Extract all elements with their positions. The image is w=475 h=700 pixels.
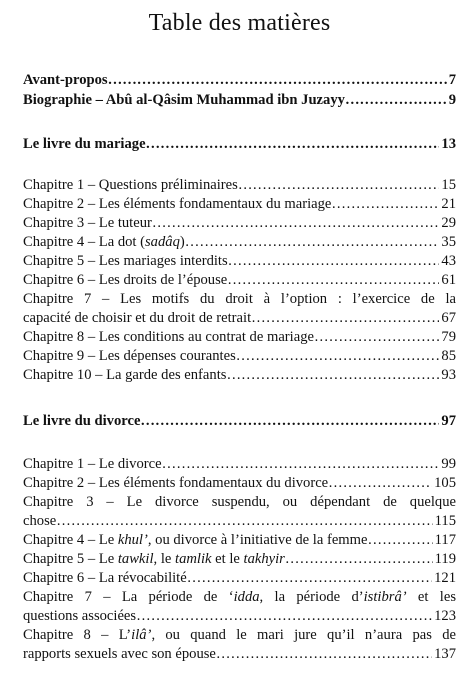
toc-entry-mariage-ch8[interactable] <box>23 327 456 347</box>
toc-entry-label: questions associées <box>23 608 137 624</box>
dot-leader <box>228 251 440 271</box>
dot-leader <box>328 473 432 493</box>
dot-leader <box>236 346 440 366</box>
toc-entry-divorce-ch4[interactable] <box>23 530 456 550</box>
toc-entry-divorce-ch8[interactable] <box>23 644 456 664</box>
arabic-term: takhyir <box>243 551 285 567</box>
toc-section-mariage[interactable] <box>23 134 456 154</box>
dot-leader <box>367 530 432 550</box>
toc-page-number: 121 <box>434 570 456 586</box>
dot-leader <box>140 411 439 431</box>
toc-page-number: 119 <box>434 551 456 567</box>
toc-page-number: 105 <box>434 475 456 491</box>
toc-entry-divorce-ch3[interactable] <box>23 511 456 531</box>
arabic-term: tamlik <box>175 551 212 567</box>
dot-leader <box>238 175 440 195</box>
toc-entry-mariage-ch6[interactable] <box>23 270 456 290</box>
toc-entry-label: Chapitre 3 – Le tuteur <box>23 215 152 231</box>
arabic-term: istibrâ’ <box>363 589 407 605</box>
dot-leader <box>108 70 447 90</box>
arabic-term: ilâ’ <box>131 627 152 643</box>
toc-entry-label: Chapitre 2 – Les éléments fondamentaux du divorce <box>23 475 329 491</box>
toc-page-number: 21 <box>441 196 456 212</box>
toc-page-number: 115 <box>434 513 456 529</box>
dot-leader <box>56 511 432 531</box>
toc-entry-mariage-ch2[interactable] <box>23 194 456 214</box>
toc-page-number: 35 <box>441 234 456 250</box>
dot-leader <box>146 134 440 154</box>
dot-leader <box>226 365 439 385</box>
toc-entry-label: Chapitre 4 – Le khul’, ou divorce à l’initiative de la femme <box>23 532 368 548</box>
toc-entry-mariage-ch3[interactable] <box>23 213 456 233</box>
toc-page-number: 123 <box>434 608 456 624</box>
toc-entry-mariage-ch9[interactable] <box>23 346 456 366</box>
dot-leader <box>251 308 439 328</box>
dot-leader <box>345 90 447 110</box>
toc-page-number: 61 <box>441 272 456 288</box>
toc-page-number: 15 <box>441 177 456 193</box>
arabic-term: sadâq <box>145 234 180 250</box>
toc-entry-label: Chapitre 1 – Le divorce <box>23 456 162 472</box>
toc-page-number: 43 <box>441 253 456 269</box>
toc-page-number: 9 <box>448 92 456 108</box>
toc-entry-avant-propos[interactable] <box>23 70 456 90</box>
toc-entry-mariage-ch7[interactable] <box>23 308 456 328</box>
toc-entry-mariage-ch1[interactable] <box>23 175 456 195</box>
toc-entry-mariage-ch5[interactable] <box>23 251 456 271</box>
arabic-term: idda <box>233 589 260 605</box>
arabic-term: khul’ <box>117 532 148 548</box>
toc-entry-divorce-ch7[interactable] <box>23 606 456 626</box>
toc-entry-label: Chapitre 4 – La dot (sadâq) <box>23 234 185 250</box>
toc-entry-divorce-ch6[interactable] <box>23 568 456 588</box>
toc-section-label: Le livre du mariage <box>23 136 146 152</box>
toc-entry-label: chose <box>23 513 57 529</box>
toc-page-number: 79 <box>441 329 456 345</box>
toc-entry-divorce-ch7-line1[interactable]: Chapitre 7 – La période de ‘idda, la période d’istibrâ’ et les <box>23 589 457 605</box>
toc-entry-label: Chapitre 9 – Les dépenses courantes <box>23 348 236 364</box>
toc-page-number: 97 <box>441 413 456 429</box>
page-title: Table des matières <box>148 10 331 36</box>
dot-leader <box>152 213 440 233</box>
toc-entry-label: Biographie – Abû al-Qâsim Muhammad ibn Juzayy <box>23 92 345 108</box>
toc-entry-label: rapports sexuels avec son épouse <box>23 646 216 662</box>
toc-entry-label: Chapitre 8 – Les conditions au contrat de mariage <box>23 329 314 345</box>
toc-page-number: 7 <box>448 72 456 88</box>
toc-entry-mariage-ch10[interactable] <box>23 365 456 385</box>
toc-entry-mariage-ch7-line1[interactable]: Chapitre 7 – Les motifs du droit à l’option : l’exercice de la <box>23 291 456 307</box>
toc-entry-label: Chapitre 10 – La garde des enfants <box>23 367 227 383</box>
toc-page-number: 67 <box>441 310 456 326</box>
toc-page-number: 99 <box>441 456 456 472</box>
dot-leader <box>227 270 439 290</box>
dot-leader <box>136 606 432 626</box>
toc-page-number: 137 <box>434 646 456 662</box>
toc-section-divorce[interactable] <box>23 411 456 431</box>
toc-entry-label: Avant-propos <box>23 72 108 88</box>
dot-leader <box>187 568 432 588</box>
dot-leader <box>216 644 432 664</box>
toc-entry-label: Chapitre 6 – La révocabilité <box>23 570 187 586</box>
toc-entry-divorce-ch3-line1[interactable]: Chapitre 3 – Le divorce suspendu, ou dépendant de quelque <box>23 494 456 510</box>
toc-entry-divorce-ch5[interactable] <box>23 549 456 569</box>
toc-entry-label: Chapitre 5 – Les mariages interdits <box>23 253 228 269</box>
toc-entry-divorce-ch1[interactable] <box>23 454 456 474</box>
toc-page-number: 13 <box>441 136 456 152</box>
toc-entry-divorce-ch8-line1[interactable]: Chapitre 8 – L’ilâ’, ou quand le mari jure qu’il n’aura pas de <box>23 627 456 643</box>
toc-entry-label: capacité de choisir et du droit de retrait <box>23 310 252 326</box>
toc-page-number: 93 <box>441 367 456 383</box>
toc-page-number: 29 <box>441 215 456 231</box>
toc-page-number: 117 <box>434 532 456 548</box>
toc-section-label: Le livre du divorce <box>23 413 141 429</box>
toc-entry-label: Chapitre 2 – Les éléments fondamentaux du mariage <box>23 196 332 212</box>
arabic-term: tawkil <box>117 551 154 567</box>
toc-entry-label: Chapitre 6 – Les droits de l’épouse <box>23 272 228 288</box>
toc-entry-biographie[interactable] <box>23 90 456 110</box>
toc-entry-divorce-ch2[interactable] <box>23 473 456 493</box>
dot-leader <box>162 454 440 474</box>
toc-entry-label: Chapitre 1 – Questions préliminaires <box>23 177 238 193</box>
toc-entry-label: Chapitre 5 – Le tawkil, le tamlik et le takhyir <box>23 551 285 567</box>
dot-leader <box>314 327 439 347</box>
toc-page-number: 85 <box>441 348 456 364</box>
dot-leader <box>185 232 440 252</box>
dot-leader <box>285 549 433 569</box>
dot-leader <box>331 194 439 214</box>
toc-entry-mariage-ch4[interactable] <box>23 232 456 252</box>
